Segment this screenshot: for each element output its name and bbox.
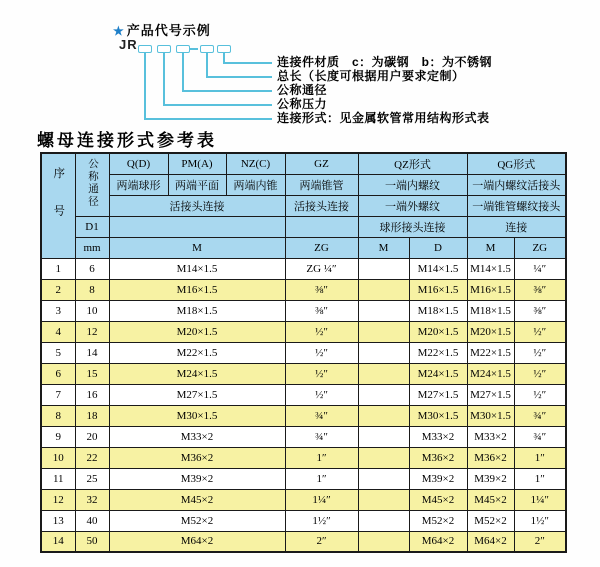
cell-qz-m	[358, 279, 409, 300]
cell-qg-m: M18×1.5	[467, 300, 514, 321]
header-qz-desc2: 一端外螺纹	[358, 195, 467, 216]
header-empty-m	[109, 216, 285, 237]
cell-qg-zg: 1¼″	[514, 489, 566, 510]
cell-qz-m	[358, 384, 409, 405]
cell-gz: 1″	[285, 468, 358, 489]
header-col-gz: GZ	[285, 153, 358, 174]
code-box-3	[176, 45, 190, 53]
table-row	[41, 405, 566, 426]
connector-line	[144, 118, 272, 120]
diagram-heading-text: 产品代号示例	[126, 23, 211, 38]
header-unit-m: M	[109, 237, 285, 258]
cell-dn: 32	[75, 489, 109, 510]
cell-qz-d: M27×1.5	[409, 384, 467, 405]
cell-qz-m	[358, 363, 409, 384]
cell-dn: 18	[75, 405, 109, 426]
table-row	[41, 426, 566, 447]
cell-qz-d: M36×2	[409, 447, 467, 468]
connector-line	[206, 53, 208, 77]
connector-line	[144, 53, 146, 119]
cell-m: M30×1.5	[109, 405, 285, 426]
cell-gz: 1¼″	[285, 489, 358, 510]
cell-qg-m: M33×2	[467, 426, 514, 447]
diagram-label-diameter: 公称通径	[277, 83, 328, 97]
table-row	[41, 300, 566, 321]
cell-qz-m	[358, 489, 409, 510]
cell-qg-zg: ¾″	[514, 405, 566, 426]
table-row	[41, 447, 566, 468]
diagram-label-material: 连接件材质 c：为碳钢 b：为不锈钢	[277, 55, 493, 69]
header-qg-desc2: 一端锥管螺纹接头	[467, 195, 566, 216]
header-col-qz: QZ形式	[358, 153, 467, 174]
cell-gz: ½″	[285, 384, 358, 405]
header-seq: 序号	[41, 153, 75, 258]
header-qz-desc3: 球形接头连接	[358, 216, 467, 237]
cell-dn: 15	[75, 363, 109, 384]
cell-qz-d: M52×2	[409, 510, 467, 531]
cell-m: M22×1.5	[109, 342, 285, 363]
cell-dn: 10	[75, 300, 109, 321]
cell-qg-m: M20×1.5	[467, 321, 514, 342]
cell-qg-m: M22×1.5	[467, 342, 514, 363]
cell-qz-d: M39×2	[409, 468, 467, 489]
cell-dn: 12	[75, 321, 109, 342]
cell-m: M36×2	[109, 447, 285, 468]
connector-line	[182, 90, 272, 92]
cell-qg-zg: ½″	[514, 342, 566, 363]
cell-gz: ¾″	[285, 426, 358, 447]
cell-dn: 22	[75, 447, 109, 468]
header-nz-desc: 两端内锥	[226, 174, 285, 195]
cell-qz-m	[358, 510, 409, 531]
cell-qz-m	[358, 405, 409, 426]
code-box-2	[157, 45, 171, 53]
code-dash	[190, 48, 198, 50]
cell-gz: ⅜″	[285, 279, 358, 300]
cell-gz: 1½″	[285, 510, 358, 531]
table-body	[41, 258, 566, 552]
cell-qg-m: M30×1.5	[467, 405, 514, 426]
cell-qz-d: M14×1.5	[409, 258, 467, 279]
cell-m: M45×2	[109, 489, 285, 510]
header-q-desc: 两端球形	[109, 174, 168, 195]
cell-qz-d: M33×2	[409, 426, 467, 447]
table-row	[41, 363, 566, 384]
cell-seq: 3	[41, 300, 75, 321]
header-qz-sub-m: M	[358, 237, 409, 258]
cell-seq: 2	[41, 279, 75, 300]
cell-dn: 50	[75, 531, 109, 552]
header-empty-gz	[285, 216, 358, 237]
cell-dn: 6	[75, 258, 109, 279]
cell-m: M27×1.5	[109, 384, 285, 405]
cell-qg-m: M24×1.5	[467, 363, 514, 384]
table-row	[41, 279, 566, 300]
cell-m: M18×1.5	[109, 300, 285, 321]
cell-qg-m: M27×1.5	[467, 384, 514, 405]
header-col-qg: QG形式	[467, 153, 566, 174]
header-qg-desc1: 一端内螺纹活接头	[467, 174, 566, 195]
cell-qg-m: M52×2	[467, 510, 514, 531]
cell-m: M52×2	[109, 510, 285, 531]
cell-qg-zg: ¾″	[514, 426, 566, 447]
cell-qg-zg: 1½″	[514, 510, 566, 531]
header-qg-sub-zg: ZG	[514, 237, 566, 258]
table-row	[41, 384, 566, 405]
header-qg-desc3: 连接	[467, 216, 566, 237]
product-code-prefix: JR	[119, 37, 138, 52]
cell-dn: 40	[75, 510, 109, 531]
cell-m: M39×2	[109, 468, 285, 489]
cell-seq: 6	[41, 363, 75, 384]
connector-line	[223, 62, 272, 64]
cell-gz: ZG ¼″	[285, 258, 358, 279]
cell-m: M20×1.5	[109, 321, 285, 342]
cell-qz-d: M64×2	[409, 531, 467, 552]
cell-qz-m	[358, 342, 409, 363]
cell-qz-d: M24×1.5	[409, 363, 467, 384]
cell-qz-d: M45×2	[409, 489, 467, 510]
code-box-4	[200, 45, 214, 53]
diagram-label-connection: 连接形式：见金属软管常用结构形式表	[277, 111, 490, 125]
cell-qg-m: M45×2	[467, 489, 514, 510]
cell-qg-m: M14×1.5	[467, 258, 514, 279]
connector-line	[163, 104, 272, 106]
cell-seq: 5	[41, 342, 75, 363]
header-col-q: Q(D)	[109, 153, 168, 174]
header-union-connect: 活接头连接	[109, 195, 285, 216]
cell-dn: 14	[75, 342, 109, 363]
cell-qz-m	[358, 531, 409, 552]
header-col-pm: PM(A)	[168, 153, 226, 174]
table-row	[41, 342, 566, 363]
cell-gz: ½″	[285, 321, 358, 342]
cell-qg-zg: ½″	[514, 384, 566, 405]
header-pm-desc: 两端平面	[168, 174, 226, 195]
cell-seq: 7	[41, 384, 75, 405]
cell-seq: 4	[41, 321, 75, 342]
cell-dn: 8	[75, 279, 109, 300]
cell-gz: ¾″	[285, 405, 358, 426]
cell-qg-zg: ½″	[514, 321, 566, 342]
header-unit-zg: ZG	[285, 237, 358, 258]
cell-seq: 9	[41, 426, 75, 447]
connector-line	[182, 53, 184, 91]
cell-m: M16×1.5	[109, 279, 285, 300]
cell-qg-zg: 2″	[514, 531, 566, 552]
table-row	[41, 510, 566, 531]
code-box-1	[138, 45, 152, 53]
header-d1: D1	[75, 216, 109, 237]
table-row	[41, 531, 566, 552]
cell-qz-d: M20×1.5	[409, 321, 467, 342]
cell-qz-m	[358, 321, 409, 342]
diagram-label-length: 总长（长度可根据用户要求定制）	[277, 69, 465, 83]
diagram-label-pressure: 公称压力	[277, 97, 328, 111]
cell-qz-m	[358, 426, 409, 447]
cell-seq: 11	[41, 468, 75, 489]
cell-m: M24×1.5	[109, 363, 285, 384]
header-gz-desc: 两端锥管	[285, 174, 358, 195]
table-title: 螺母连接形式参考表	[37, 131, 217, 151]
cell-qz-d: M18×1.5	[409, 300, 467, 321]
header-qg-sub-m: M	[467, 237, 514, 258]
cell-seq: 14	[41, 531, 75, 552]
header-gz-union-connect: 活接头连接	[285, 195, 358, 216]
cell-qz-m	[358, 447, 409, 468]
table-row	[41, 489, 566, 510]
connector-line	[163, 53, 165, 105]
cell-qz-m	[358, 468, 409, 489]
table-header	[41, 153, 566, 258]
cell-gz: ½″	[285, 363, 358, 384]
cell-qg-zg: 1″	[514, 447, 566, 468]
cell-m: M33×2	[109, 426, 285, 447]
header-qz-sub-d: D	[409, 237, 467, 258]
cell-m: M64×2	[109, 531, 285, 552]
cell-qg-m: M39×2	[467, 468, 514, 489]
cell-qz-m	[358, 258, 409, 279]
cell-dn: 25	[75, 468, 109, 489]
table-row	[41, 258, 566, 279]
cell-qg-zg: ⅜″	[514, 300, 566, 321]
cell-qz-d: M22×1.5	[409, 342, 467, 363]
cell-gz: 1″	[285, 447, 358, 468]
header-col-nz: NZ(C)	[226, 153, 285, 174]
cell-m: M14×1.5	[109, 258, 285, 279]
cell-qg-zg: ⅜″	[514, 279, 566, 300]
cell-qz-m	[358, 300, 409, 321]
cell-seq: 10	[41, 447, 75, 468]
connector-line	[206, 76, 272, 78]
cell-qg-m: M64×2	[467, 531, 514, 552]
header-mm: mm	[75, 237, 109, 258]
cell-qg-zg: ¼″	[514, 258, 566, 279]
cell-seq: 13	[41, 510, 75, 531]
cell-gz: ½″	[285, 342, 358, 363]
cell-seq: 1	[41, 258, 75, 279]
header-qz-desc1: 一端内螺纹	[358, 174, 467, 195]
cell-qg-m: M36×2	[467, 447, 514, 468]
table-row	[41, 468, 566, 489]
cell-seq: 8	[41, 405, 75, 426]
header-nominal-diameter: 公称通径	[75, 153, 109, 216]
nut-connection-table	[40, 152, 567, 553]
cell-qg-zg: ½″	[514, 363, 566, 384]
cell-qz-d: M30×1.5	[409, 405, 467, 426]
code-box-5	[217, 45, 231, 53]
cell-dn: 20	[75, 426, 109, 447]
star-icon: ★	[113, 24, 125, 38]
cell-qz-d: M16×1.5	[409, 279, 467, 300]
cell-dn: 16	[75, 384, 109, 405]
cell-gz: ⅜″	[285, 300, 358, 321]
cell-qg-m: M16×1.5	[467, 279, 514, 300]
cell-qg-zg: 1″	[514, 468, 566, 489]
cell-seq: 12	[41, 489, 75, 510]
cell-gz: 2″	[285, 531, 358, 552]
table-row	[41, 321, 566, 342]
